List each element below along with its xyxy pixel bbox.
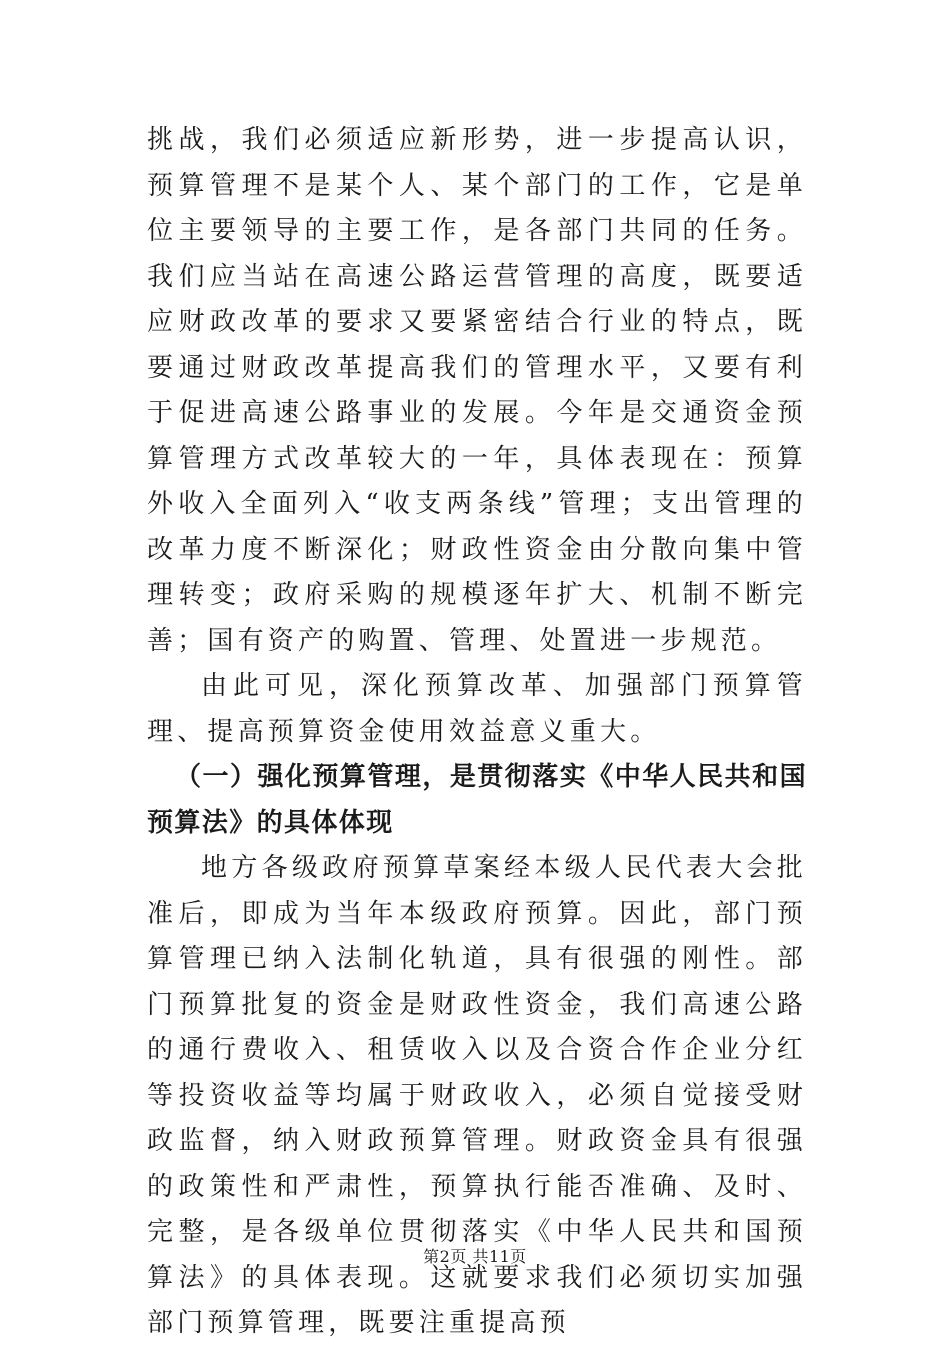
body-paragraph-2: 由此可见，深化预算改革、加强部门预算管理、提高预算资金使用效益意义重大。 (147, 671, 807, 747)
section-heading: （一）强化预算管理，是贯彻落实《中华人民共和国预算法》的具体体现 (147, 762, 807, 838)
page-number-footer: 第2页 共11页 (423, 1247, 527, 1266)
body-paragraph-3: 地方各级政府预算草案经本级人民代表大会批准后，即成为当年本级政府预算。因此，部门预算管理已纳入法制化轨道，具有很强的刚性。部门预算批复的资金是财政性资金，我们高速公路的通行费收入、租赁收入以及合资合作企业分红等投资收益等均属于财政收入，必须自觉接受财政监督，纳入财政预算管理。财政资金具有很强的政策性和严肃性，预算执行能否准确、及时、完整，是各级单位贯彻落实《中华人民共和国预算法》的具体表现。这就要求我们必须切实加强部门预算管理，既要注重提高预 (147, 853, 807, 1338)
document-body (147, 118, 807, 1347)
body-paragraph-1: 挑战，我们必须适应新形势，进一步提高认识，预算管理不是某个人、某个部门的工作，它是单位主要领导的主要工作，是各部门共同的任务。我们应当站在高速公路运营管理的高度，既要适应财政改革的要求又要紧密结合行业的特点，既要通过财政改革提高我们的管理水平，又要有利于促进高速公路事业的发展。今年是交通资金预算管理方式改革较大的一年，具体表现在：预算外收入全面列入“收支两条线”管理；支出管理的改革力度不断深化；财政性资金由分散向集中管理转变；政府采购的规模逐年扩大、机制不断完善；国有资产的购置、管理、处置进一步规范。 (147, 125, 807, 656)
